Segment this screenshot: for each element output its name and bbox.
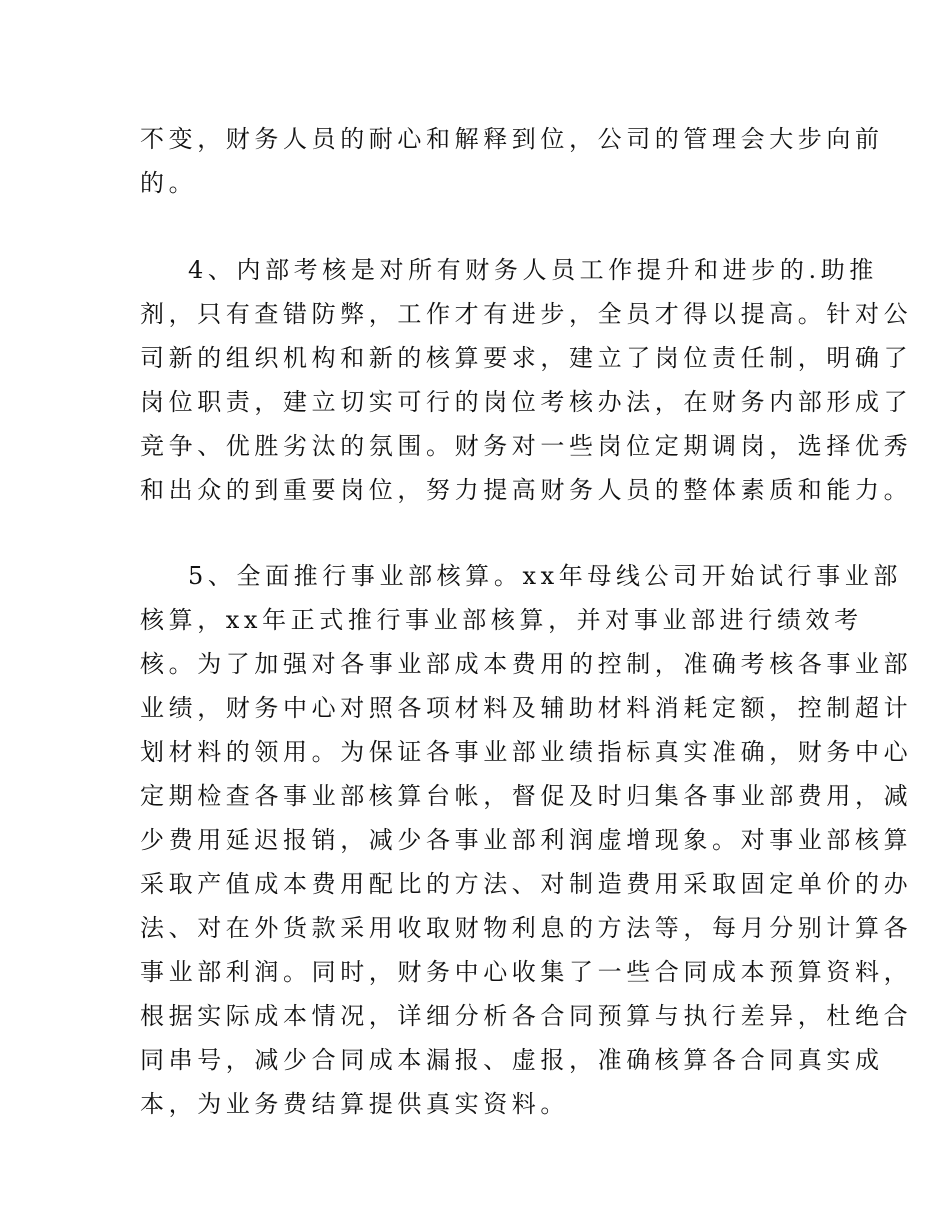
paragraph-3-line-11: 根据实际成本情况，详细分析各合同预算与执行差异，杜绝合 (140, 1002, 913, 1030)
paragraph-3-line-10: 事业部利润。同时，财务中心收集了一些合同成本预算资料， (140, 958, 913, 986)
paragraph-3-line-9: 法、对在外货款采用收取财物利息的方法等，每月分别计算各 (140, 914, 913, 942)
paragraph-3-line-1: 5、全面推行事业部核算。xx年母线公司开始试行事业部 (188, 562, 902, 590)
paragraph-3-line-13: 本，为业务费结算提供真实资料。 (140, 1090, 569, 1118)
paragraph-2-line-1: 4、内部考核是对所有财务人员工作提升和进步的.助推 (188, 256, 878, 284)
paragraph-3-line-3: 核。为了加强对各事业部成本费用的控制，准确考核各事业部 (140, 650, 913, 678)
paragraph-3-line-6: 定期检查各事业部核算台帐，督促及时归集各事业部费用，减 (140, 782, 913, 810)
paragraph-3-line-2: 核算，xx年正式推行事业部核算，并对事业部进行绩效考 (140, 606, 863, 634)
paragraph-3-line-12: 同串号，减少合同成本漏报、虚报，准确核算各合同真实成 (140, 1046, 884, 1074)
paragraph-2-line-4: 岗位职责，建立切实可行的岗位考核办法，在财务内部形成了 (140, 388, 913, 416)
paragraph-3-line-4: 业绩，财务中心对照各项材料及辅助材料消耗定额，控制超计 (140, 694, 913, 722)
paragraph-1-line-1: 不变，财务人员的耐心和解释到位，公司的管理会大步向前 (140, 125, 884, 153)
paragraph-2-line-2: 剂，只有查错防弊，工作才有进步，全员才得以提高。针对公 (140, 300, 913, 328)
paragraph-2-line-3: 司新的组织机构和新的核算要求，建立了岗位责任制，明确了 (140, 344, 913, 372)
paragraph-3-line-8: 采取产值成本费用配比的方法、对制造费用采取固定单价的办 (140, 870, 913, 898)
paragraph-2-line-5: 竞争、优胜劣汰的氛围。财务对一些岗位定期调岗，选择优秀 (140, 432, 913, 460)
paragraph-1-line-2: 的。 (140, 169, 198, 197)
paragraph-2-line-6: 和出众的到重要岗位，努力提高财务人员的整体素质和能力。 (140, 476, 913, 504)
paragraph-3-line-5: 划材料的领用。为保证各事业部业绩指标真实准确，财务中心 (140, 738, 913, 766)
paragraph-3-line-7: 少费用延迟报销，减少各事业部利润虚增现象。对事业部核算 (140, 826, 913, 854)
